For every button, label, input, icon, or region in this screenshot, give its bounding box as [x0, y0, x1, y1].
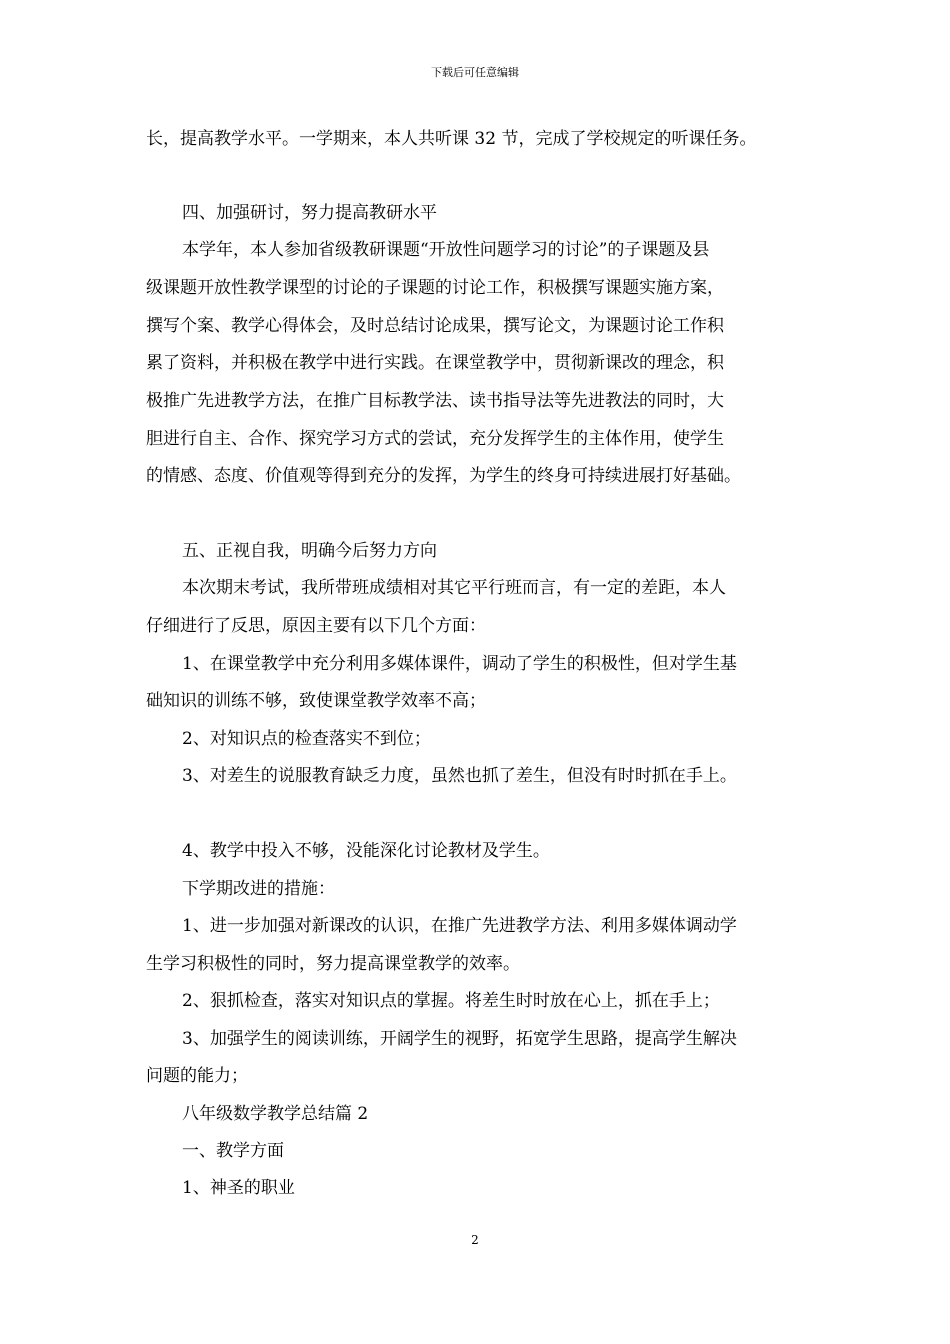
text-line: 2、对知识点的检查落实不到位；	[182, 729, 431, 749]
section-heading: 四、加强研讨，努力提高教研水平	[182, 203, 437, 223]
text-line: 问题的能力；	[146, 1066, 248, 1086]
text-line: 撰写个案、教学心得体会，及时总结讨论成果，撰写论文，为课题讨论工作积	[146, 316, 724, 336]
text-line: 1、在课堂教学中充分利用多媒体课件，调动了学生的积极性，但对学生基	[182, 654, 737, 674]
text-line: 1、进一步加强对新课改的认识，在推广先进教学方法、利用多媒体调动学	[182, 916, 737, 936]
text-line: 础知识的训练不够，致使课堂教学效率不高；	[146, 691, 486, 711]
text-line: 4、教学中投入不够，没能深化讨论教材及学生。	[182, 841, 550, 861]
text-line: 本次期末考试，我所带班成绩相对其它平行班而言，有一定的差距，本人	[182, 578, 726, 598]
text-line: 长，提高教学水平。一学期来，本人共听课 32 节，完成了学校规定的听课任务。	[146, 129, 757, 149]
text-line: 仔细进行了反思，原因主要有以下几个方面：	[146, 616, 486, 636]
text-line: 1、神圣的职业	[182, 1178, 295, 1198]
text-line: 3、对差生的说服教育缺乏力度，虽然也抓了差生，但没有时时抓在手上。	[182, 766, 737, 786]
section-heading: 一、教学方面	[182, 1141, 284, 1161]
page-header: 下载后可任意编辑	[431, 66, 519, 79]
page-number: 2	[471, 1233, 479, 1247]
text-line: 累了资料，并积极在教学中进行实践。在课堂教学中，贯彻新课改的理念，积	[146, 353, 724, 373]
text-line: 极推广先进教学方法，在推广目标教学法、读书指导法等先进教法的同时，大	[146, 391, 724, 411]
text-line: 生学习积极性的同时，努力提高课堂教学的效率。	[146, 954, 520, 974]
text-line: 下学期改进的措施：	[182, 879, 335, 899]
text-line: 2、狠抓检查，落实对知识点的掌握。将差生时时放在心上，抓在手上；	[182, 991, 720, 1011]
section-heading: 五、正视自我，明确今后努力方向	[182, 541, 437, 561]
text-line: 的情感、态度、价值观等得到充分的发挥，为学生的终身可持续进展打好基础。	[146, 466, 741, 486]
text-line: 胆进行自主、合作、探究学习方式的尝试，充分发挥学生的主体作用，使学生	[146, 429, 724, 449]
text-line: 级课题开放性教学课型的讨论的子课题的讨论工作，积极撰写课题实施方案，	[146, 278, 724, 298]
text-line: 本学年，本人参加省级教研课题“开放性问题学习的讨论”的子课题及县	[182, 240, 710, 260]
text-line: 3、加强学生的阅读训练，开阔学生的视野，拓宽学生思路，提高学生解决	[182, 1029, 737, 1049]
section-heading: 八年级数学教学总结篇 2	[182, 1104, 369, 1124]
